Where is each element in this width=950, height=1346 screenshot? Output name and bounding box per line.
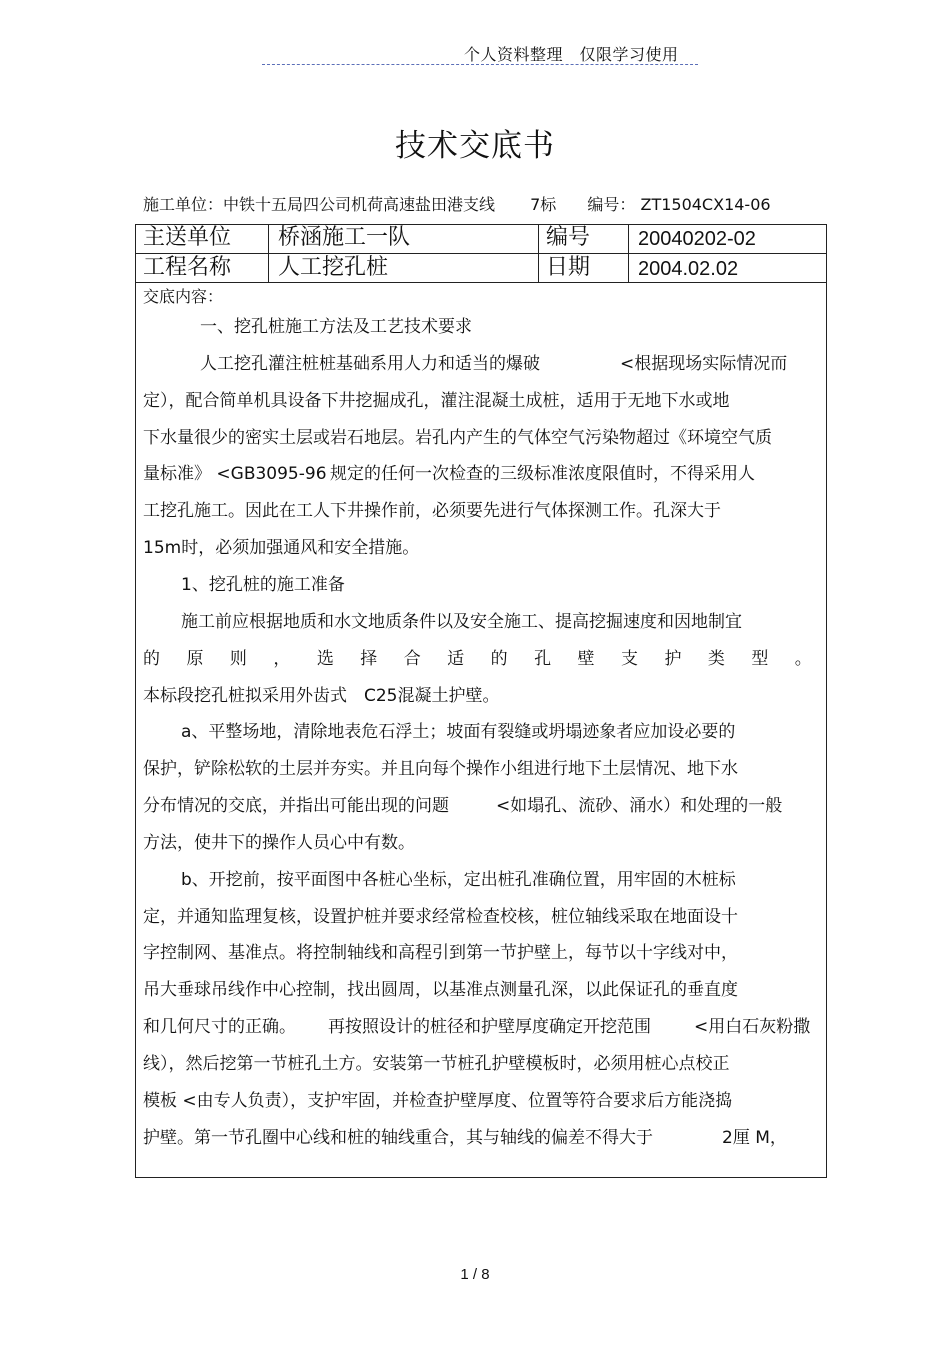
paragraph-line: 本标段挖孔桩拟采用外齿式 C25混凝土护壁。 bbox=[143, 686, 500, 706]
spread-char: 原 bbox=[186, 649, 204, 669]
construction-unit-line bbox=[143, 192, 771, 215]
paragraph-line: 量标准》 <GB3095-96 bbox=[143, 464, 327, 484]
paragraph-line: 线），然后挖第一节桩孔土方。安装第一节桩孔护壁模板时，必须用桩心点校正 bbox=[143, 1054, 730, 1074]
paragraph-line: 和几何尺寸的正确。 bbox=[143, 1017, 296, 1037]
paragraph-line: 定），配合简单机具设备下井挖掘成孔，灌注混凝土成桩，适用于无地下水或地 bbox=[143, 391, 730, 411]
paragraph-line: 工挖孔施工。因此在工人下井操作前，必须要先进行气体探测工作。孔深大于 bbox=[143, 501, 721, 521]
table-col-divider-2 bbox=[538, 224, 539, 283]
header-dashed-rule bbox=[262, 64, 698, 65]
value-date: 2004.02.02 bbox=[638, 258, 739, 280]
value-number: 20040202-02 bbox=[638, 228, 756, 250]
content-label: 交底内容： bbox=[143, 287, 224, 306]
paragraph-line: <用白石灰粉撒 bbox=[694, 1017, 811, 1037]
paragraph-line: 规定的任何一次检查的三级标准浓度限值时，不得采用人 bbox=[330, 464, 755, 484]
page-number: 1 / 8 bbox=[460, 1266, 490, 1283]
spread-char: 则 bbox=[229, 649, 247, 669]
label-project-name: 工程名称 bbox=[143, 255, 232, 280]
table-col-divider-1 bbox=[268, 224, 269, 283]
spread-char: 合 bbox=[403, 649, 421, 669]
spread-char: ， bbox=[273, 649, 291, 669]
spread-char: 型 bbox=[751, 649, 769, 669]
label-number: 编号 bbox=[546, 225, 591, 250]
paragraph-line: 定，并通知监理复核，设置护桩并要求经常检查校核，桩位轴线采取在地面设十 bbox=[143, 907, 738, 927]
section-heading: 一、挖孔桩施工方法及工艺技术要求 bbox=[200, 317, 472, 337]
table-col-divider-3 bbox=[628, 224, 629, 283]
paragraph-line: 分布情况的交底，并指出可能出现的问题 bbox=[143, 796, 449, 816]
paragraph-line: 方法，使井下的操作人员心中有数。 bbox=[143, 833, 415, 853]
value-project-name: 人工挖孔桩 bbox=[278, 255, 389, 280]
paragraph-line: 保护，铲除松软的土层并夯实。并且向每个操作小组进行地下土层情况、地下水 bbox=[143, 759, 738, 779]
paragraph-line: 再按照设计的桩径和护壁厚度确定开挖范围 bbox=[328, 1017, 651, 1037]
paragraph-line: 吊大垂球吊线作中心控制，找出圆周，以基准点测量孔深，以此保证孔的垂直度 bbox=[143, 980, 738, 1000]
label-recipient-unit: 主送单位 bbox=[143, 225, 232, 250]
value-recipient-unit: 桥涵施工一队 bbox=[278, 225, 411, 250]
paragraph-line: 字控制网、基准点。将控制轴线和高程引到第一节护壁上，每节以十字线对中， bbox=[143, 943, 738, 963]
label-date: 日期 bbox=[546, 255, 591, 280]
paragraph-line: 模板 <由专人负责），支护牢固，并检查护壁厚度、位置等符合要求后方能浇捣 bbox=[143, 1091, 733, 1111]
spread-char: 壁 bbox=[577, 649, 595, 669]
paragraph-line: b、开挖前，按平面图中各桩心坐标，定出桩孔准确位置，用牢固的木桩标 bbox=[181, 870, 736, 890]
document-title: 技术交底书 bbox=[395, 128, 555, 164]
header-note: 个人资料整理 仅限学习使用 bbox=[464, 45, 679, 64]
construction-unit: 施工单位：中铁十五局四公司机荷高速盐田港支线 bbox=[143, 195, 496, 214]
table-row-divider bbox=[135, 253, 827, 254]
paragraph-line: 人工挖孔灌注桩桩基础系用人力和适当的爆破 bbox=[200, 354, 540, 374]
spread-char: 选 bbox=[316, 649, 334, 669]
section-number: 7标 bbox=[530, 195, 557, 214]
spread-char: 类 bbox=[707, 649, 725, 669]
paragraph-line: 2厘 M， bbox=[722, 1128, 787, 1148]
paragraph-line: 施工前应根据地质和水文地质条件以及安全施工、提高挖掘速度和因地制宜 bbox=[181, 612, 742, 632]
paragraph-line: 15m时，必须加强通风和安全措施。 bbox=[143, 538, 420, 558]
paragraph-line: 下水量很少的密实土层或岩石地层。岩孔内产生的气体空气污染物超过《环境空气质 bbox=[143, 428, 772, 448]
spread-char: 适 bbox=[447, 649, 465, 669]
spread-char: 的 bbox=[143, 649, 160, 669]
paragraph-line: <如塌孔、流砂、涌水）和处理的一般 bbox=[496, 796, 783, 816]
subsection-heading: 1、挖孔桩的施工准备 bbox=[181, 575, 345, 595]
spread-line bbox=[143, 648, 812, 670]
spread-char: 支 bbox=[620, 649, 638, 669]
spread-char: 的 bbox=[490, 649, 508, 669]
spread-char: 护 bbox=[664, 649, 682, 669]
paragraph-line: <根据现场实际情况而 bbox=[620, 354, 788, 374]
spread-char: 择 bbox=[360, 649, 378, 669]
spread-char: 。 bbox=[794, 649, 812, 669]
paragraph-line: 护壁。第一节孔圈中心线和桩的轴线重合，其与轴线的偏差不得大于 bbox=[143, 1128, 653, 1148]
spread-char: 孔 bbox=[534, 649, 552, 669]
paragraph-line: a、平整场地，清除地表危石浮土；坡面有裂缝或坍塌迹象者应加设必要的 bbox=[181, 722, 736, 742]
document-number: 编号： ZT1504CX14-06 bbox=[587, 195, 771, 214]
